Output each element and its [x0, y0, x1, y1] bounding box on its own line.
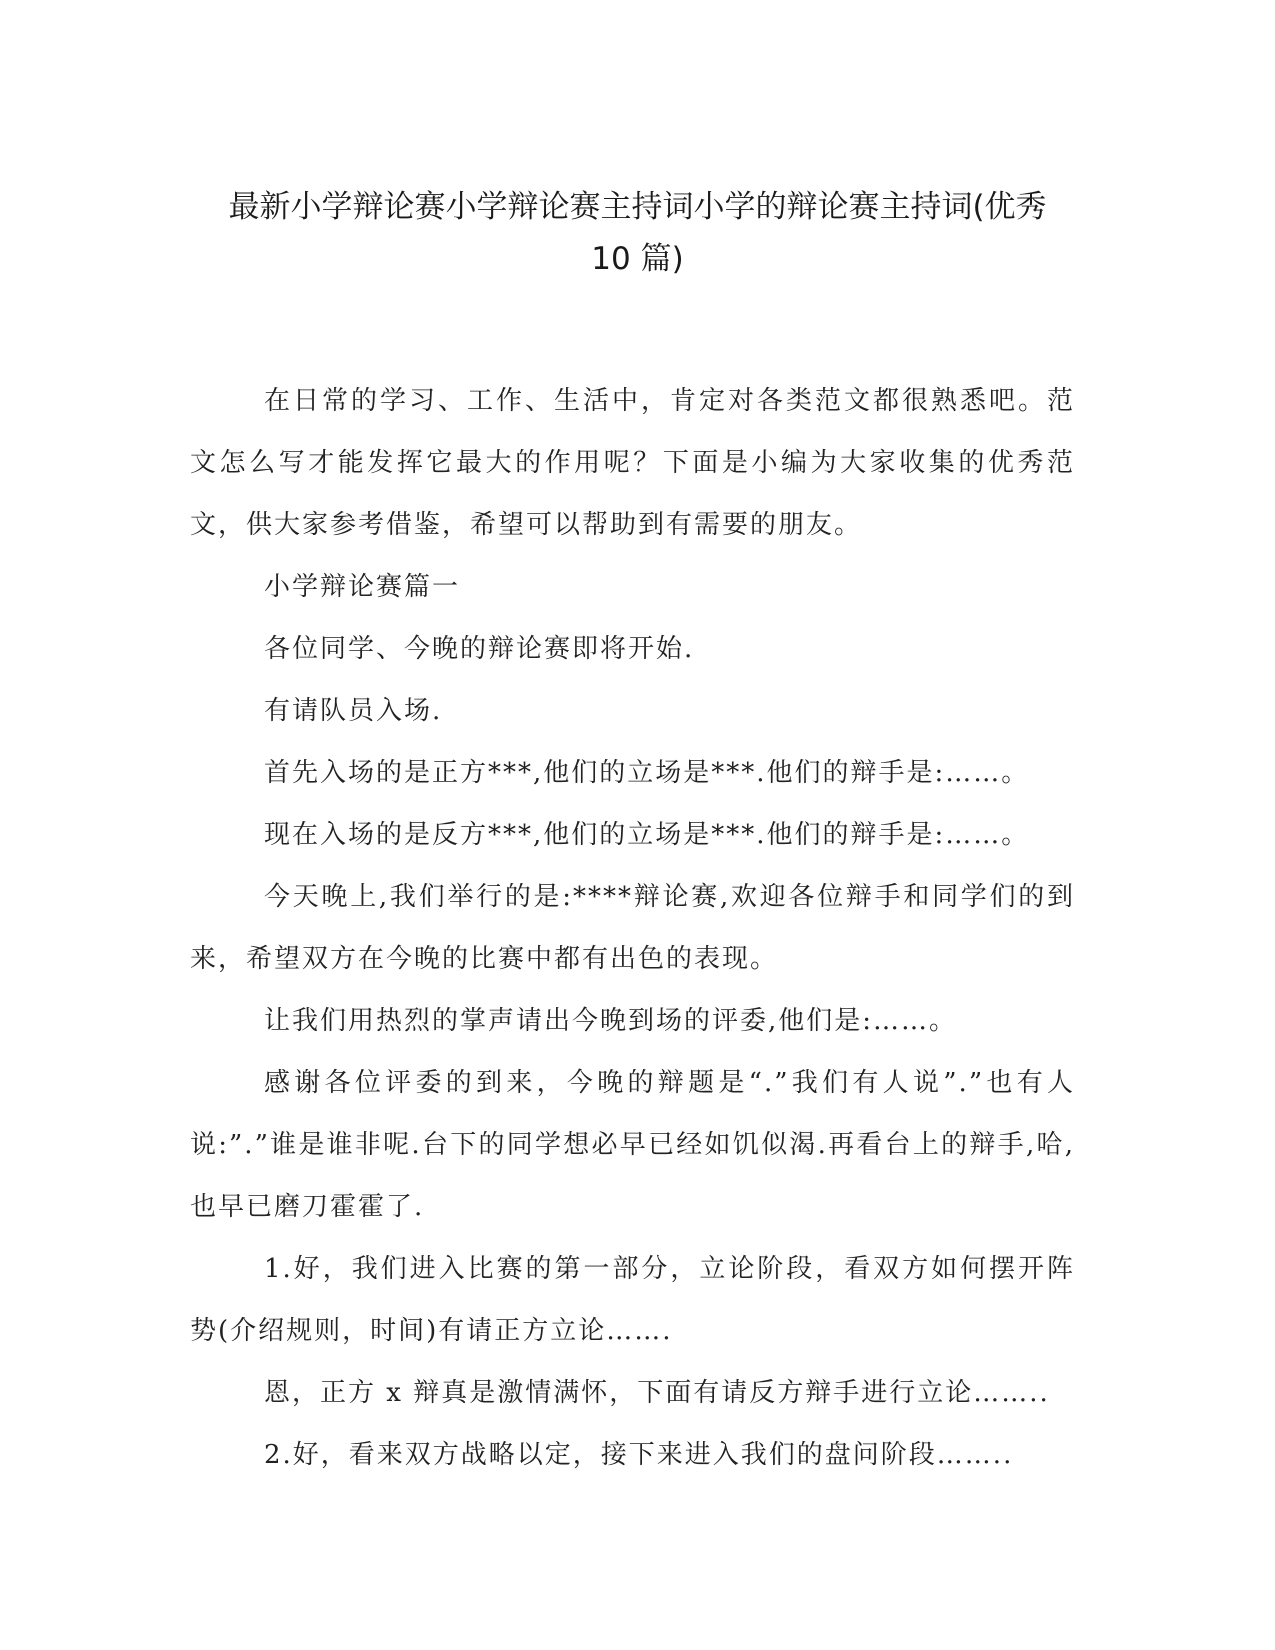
title-line-2: 10 篇) [591, 241, 684, 277]
body-paragraph: 感谢各位评委的到来，今晚的辩题是“.”我们有人说”.”也有人说:”.”谁是谁非呢.台下的同学想必早已经如饥似渴.再看台上的辩手,哈,也早已磨刀霍霍了. [190, 1068, 1075, 1222]
section-heading: 小学辩论赛篇一 [264, 572, 461, 602]
document-body [190, 370, 1075, 1486]
intro-paragraph: 在日常的学习、工作、生活中，肯定对各类范文都很熟悉吧。范文怎么写才能发挥它最大的作用呢？下面是小编为大家收集的优秀范文，供大家参考借鉴，希望可以帮助到有需要的朋友。 [190, 386, 1075, 540]
document-title [190, 181, 1085, 285]
body-paragraph: 让我们用热烈的掌声请出今晚到场的评委,他们是:……。 [264, 1006, 958, 1036]
body-paragraph: 有请队员入场. [264, 696, 443, 726]
title-line-1: 最新小学辩论赛小学辩论赛主持词小学的辩论赛主持词(优秀 [228, 189, 1047, 225]
body-paragraph: 恩，正方 x 辩真是激情满怀，下面有请反方辩手进行立论…….. [264, 1378, 1050, 1408]
body-paragraph: 今天晚上,我们举行的是:****辩论赛,欢迎各位辩手和同学们的到来，希望双方在今晚的比赛中都有出色的表现。 [190, 882, 1075, 974]
body-paragraph: 现在入场的是反方***,他们的立场是***.他们的辩手是:……。 [264, 820, 1030, 850]
body-paragraph: 首先入场的是正方***,他们的立场是***.他们的辩手是:……。 [264, 758, 1030, 788]
body-paragraph: 1.好，我们进入比赛的第一部分，立论阶段，看双方如何摆开阵势(介绍规则，时间)有请正方立论……. [190, 1254, 1075, 1346]
body-paragraph: 各位同学、今晚的辩论赛即将开始. [264, 634, 695, 664]
body-paragraph: 2.好，看来双方战略以定，接下来进入我们的盘问阶段…….. [264, 1440, 1014, 1470]
